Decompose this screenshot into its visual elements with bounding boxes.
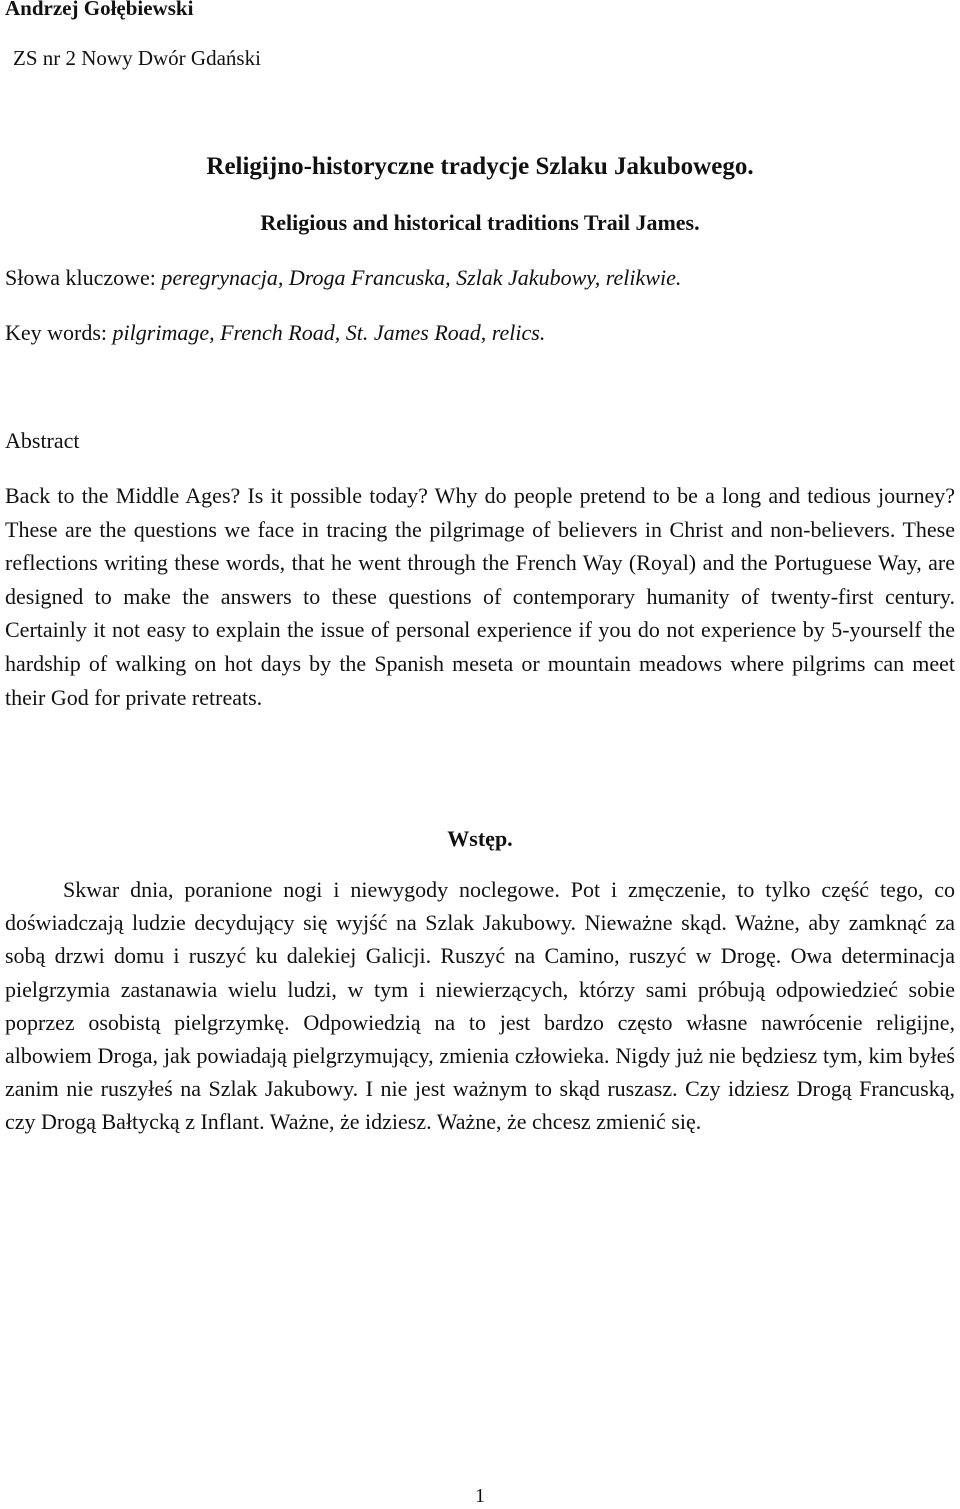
abstract-body: Back to the Middle Ages? Is it possible today? Why do people pretend to be a long and tedious journey? These are the questions we face in tracing the pilgrimage of believers in Christ and non-believers. These reflections writing these words, that he went through the French Way (Royal) and the Portuguese Way, are designed to make the answers to these questions of contemporary humanity of twenty-first century. Certainly it not easy to explain the issue of personal experience if you do not experience by 5-yourself the hardship of walking on hot days by the Spanish meseta or mountain meadows where pilgrims can meet their God for private retreats. [5,483,955,710]
keywords-polish-terms: peregrynacja, Droga Francuska, Szlak Jakubowy, relikwie. [161,265,682,290]
abstract-heading: Abstract [5,428,80,453]
introduction-heading: Wstęp. [447,826,513,851]
author-name: Andrzej Gołębiewski [5,0,194,20]
keywords-polish-label: Słowa kluczowe: [5,265,162,290]
keywords-polish [5,265,681,291]
author-affiliation: ZS nr 2 Nowy Dwór Gdański [13,46,261,70]
keywords-english-label: Key words: [5,320,113,345]
paper-title-english: Religious and historical traditions Trail James. [260,210,700,235]
keywords-english [5,320,545,346]
keywords-english-terms: pilgrimage, French Road, St. James Road, relics. [112,320,546,345]
page-number: 1 [475,1485,485,1507]
paper-title-polish: Religijno-historyczne tradycje Szlaku Jakubowego. [206,153,754,180]
introduction-body: Skwar dnia, poranione nogi i niewygody noclegowe. Pot i zmęczenie, to tylko część tego, co doświadczają ludzie decydujący się wyjść na Szlak Jakubowy. Nieważne skąd. Ważne, aby zamknąć za sobą drzwi domu i ruszyć ku dalekiej Galicji. Ruszyć na Camino, ruszyć w Drogę. Owa determinacja pielgrzymia zastanawia wielu ludzi, w tym i niewierzących, którzy sami próbują odpowiedzieć sobie poprzez osobistą pielgrzymkę. Odpowiedzią na to jest bardzo często własne nawrócenie religijne, albowiem Droga, jak powiadają pielgrzymujący, zmienia człowieka. Nigdy już nie będziesz tym, kim byłeś zanim nie ruszyłeś na Szlak Jakubowy. I nie jest ważnym to skąd ruszasz. Czy idziesz Drogą Francuską, czy Drogą Bałtycką z Inflant. Ważne, że idziesz. Ważne, że chcesz zmienić się. [5,877,955,1135]
